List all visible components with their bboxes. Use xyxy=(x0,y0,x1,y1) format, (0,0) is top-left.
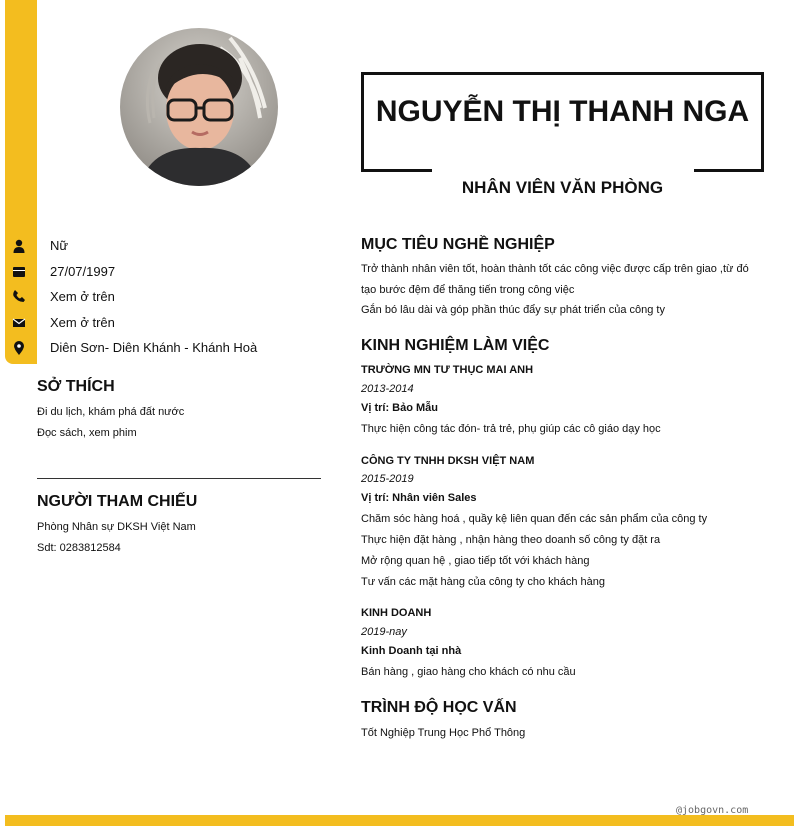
map-pin-icon xyxy=(12,341,26,355)
objective-line: Gắn bó lâu dài và góp phần thúc đẩy sự phát triển của công ty xyxy=(361,304,665,316)
job-task: Thực hiện đặt hàng , nhận hàng theo doanh số công ty đặt ra xyxy=(361,534,661,546)
objective-line: tạo bước đệm để thăng tiến trong công việc xyxy=(361,284,575,296)
references-title: NGƯỜI THAM CHIẾU xyxy=(37,493,198,510)
hobby-item: Đi du lịch, khám phá đất nước xyxy=(37,406,185,418)
phone-icon xyxy=(12,289,26,303)
calendar-icon xyxy=(12,265,26,279)
reference-item: Sdt: 0283812584 xyxy=(37,542,121,554)
job-task: Thực hiện công tác đón- trả trẻ, phụ giúp các cô giáo dạy học xyxy=(361,423,661,435)
envelope-icon xyxy=(12,316,26,330)
job-position: Vị trí: Bảo Mẫu xyxy=(361,402,439,414)
job-company: KINH DOANH xyxy=(361,607,432,619)
job-position: Vị trí: Nhân viên Sales xyxy=(361,492,477,504)
hobby-item: Đọc sách, xem phim xyxy=(37,427,137,439)
job-task: Bán hàng , giao hàng cho khách có nhu cầu xyxy=(361,666,576,678)
education-item: Tốt Nghiệp Trung Học Phổ Thông xyxy=(361,727,526,739)
job-task: Chăm sóc hàng hoá , quầy kệ liên quan đến các sản phẩm của công ty xyxy=(361,513,708,525)
section-divider xyxy=(37,478,321,479)
objective-title: MỤC TIÊU NGHỀ NGHIỆP xyxy=(361,236,555,253)
job-position: Kinh Doanh tại nhà xyxy=(361,645,462,657)
job-task: Tư vấn các mặt hàng của công ty cho khách hàng xyxy=(361,576,606,588)
job-task: Mở rộng quan hệ , giao tiếp tốt với khách hàng xyxy=(361,555,590,567)
job-company: TRƯỜNG MN TƯ THỤC MAI ANH xyxy=(361,364,534,376)
full-name: NGUYỄN THỊ THANH NGA xyxy=(375,95,750,128)
profile-photo xyxy=(120,28,278,186)
objective-line: Trở thành nhân viên tốt, hoàn thành tốt các công việc được cấp trên giao ,từ đó xyxy=(361,263,749,275)
watermark: @jobgovn.com xyxy=(676,805,749,816)
job-period: 2019-nay xyxy=(361,626,407,638)
reference-item: Phòng Nhân sự DKSH Việt Nam xyxy=(37,521,196,533)
experience-title: KINH NGHIỆM LÀM VIỆC xyxy=(361,337,550,354)
job-period: 2015-2019 xyxy=(361,473,414,485)
right-margin xyxy=(794,0,800,826)
left-accent-bar xyxy=(5,0,37,364)
education-title: TRÌNH ĐỘ HỌC VẤN xyxy=(361,699,517,716)
hobbies-title: SỞ THÍCH xyxy=(37,378,115,395)
bottom-accent-bar xyxy=(5,815,794,826)
job-title: NHÂN VIÊN VĂN PHÒNG xyxy=(461,178,664,197)
job-period: 2013-2014 xyxy=(361,383,414,395)
person-icon xyxy=(12,239,26,253)
job-company: CÔNG TY TNHH DKSH VIỆT NAM xyxy=(361,455,535,467)
